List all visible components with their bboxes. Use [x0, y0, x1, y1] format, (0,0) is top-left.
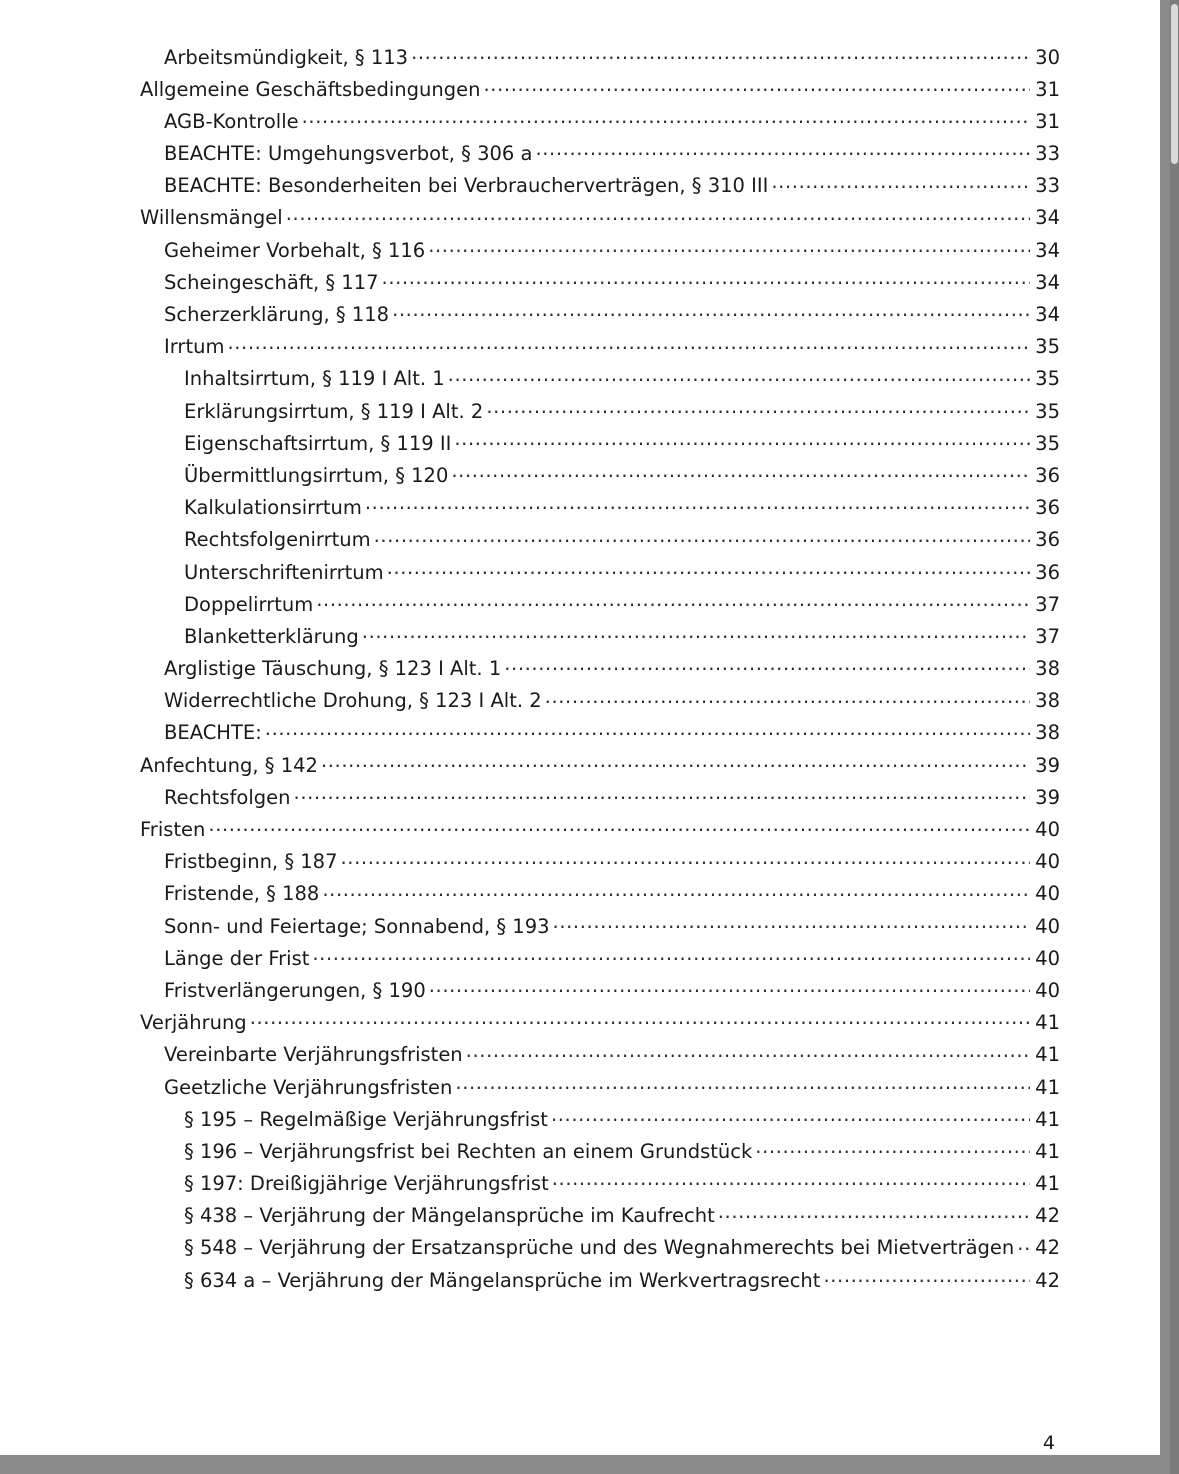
toc-entry-page-number: 36 — [1035, 528, 1060, 552]
toc-entry[interactable] — [140, 237, 1060, 269]
toc-leader-dots — [466, 1042, 1030, 1062]
toc-leader-dots — [392, 302, 1030, 322]
toc-entry[interactable] — [140, 784, 1060, 816]
toc-entry[interactable] — [140, 1138, 1060, 1170]
toc-entry[interactable] — [140, 1267, 1060, 1299]
toc-entry-label: Geheimer Vorbehalt, § 116 — [164, 238, 426, 262]
table-of-contents — [140, 44, 1060, 1299]
toc-entry[interactable] — [140, 913, 1060, 945]
page-number: 4 — [1042, 1432, 1055, 1454]
toc-entry-label: Blanketterklärung — [184, 624, 359, 648]
toc-leader-dots — [545, 688, 1030, 708]
toc-entry[interactable] — [140, 752, 1060, 784]
toc-entry-page-number: 35 — [1035, 367, 1060, 391]
toc-entry-page-number: 35 — [1035, 399, 1060, 423]
toc-entry[interactable] — [140, 302, 1060, 334]
toc-entry[interactable] — [140, 591, 1060, 623]
toc-entry-page-number: 38 — [1035, 657, 1060, 681]
toc-entry-label: Allgemeine Geschäftsbedingungen — [140, 77, 481, 101]
toc-leader-dots — [227, 334, 1030, 354]
toc-entry-page-number: 41 — [1035, 1107, 1060, 1131]
toc-entry-label: Erklärungsirrtum, § 119 I Alt. 2 — [184, 399, 484, 423]
toc-leader-dots — [454, 430, 1030, 450]
toc-entry-page-number: 35 — [1035, 431, 1060, 455]
toc-entry-label: § 438 – Verjährung der Mängelansprüche im Kaufrecht — [184, 1204, 715, 1228]
toc-leader-dots — [250, 1010, 1030, 1030]
toc-entry[interactable] — [140, 430, 1060, 462]
toc-leader-dots — [551, 1106, 1030, 1126]
toc-entry-label: Übermittlungsirrtum, § 120 — [184, 463, 449, 487]
toc-entry-page-number: 41 — [1035, 1172, 1060, 1196]
toc-entry-page-number: 31 — [1035, 109, 1060, 133]
toc-leader-dots — [755, 1138, 1030, 1158]
toc-entry[interactable] — [140, 559, 1060, 591]
toc-entry-page-number: 33 — [1035, 142, 1060, 166]
toc-entry-page-number: 38 — [1035, 721, 1060, 745]
toc-entry-label: § 548 – Verjährung der Ersatzansprüche und des Wegnahmerechts bei Mietverträgen — [184, 1236, 1015, 1260]
toc-leader-dots — [429, 977, 1030, 997]
toc-entry[interactable] — [140, 334, 1060, 366]
toc-entry-label: Fristverlängerungen, § 190 — [164, 978, 426, 1002]
toc-leader-dots — [374, 527, 1030, 547]
toc-entry[interactable] — [140, 817, 1060, 849]
toc-entry-page-number: 40 — [1035, 978, 1060, 1002]
toc-entry[interactable] — [140, 977, 1060, 1009]
toc-leader-dots — [316, 591, 1030, 611]
toc-leader-dots — [286, 205, 1030, 225]
toc-entry-label: Fristende, § 188 — [164, 882, 320, 906]
toc-entry-label: § 634 a – Verjährung der Mängelansprüche im Werkvertragsrecht — [184, 1268, 821, 1292]
toc-entry-page-number: 37 — [1035, 624, 1060, 648]
toc-leader-dots — [265, 720, 1030, 740]
toc-entry-label: Rechtsfolgenirrtum — [184, 528, 371, 552]
toc-leader-dots — [382, 269, 1030, 289]
toc-entry[interactable] — [140, 656, 1060, 688]
toc-entry[interactable] — [140, 1235, 1060, 1267]
toc-leader-dots — [718, 1203, 1030, 1223]
toc-entry-page-number: 41 — [1035, 1075, 1060, 1099]
toc-entry[interactable] — [140, 720, 1060, 752]
toc-entry-label: Länge der Frist — [164, 946, 310, 970]
toc-entry-label: Irrtum — [164, 335, 225, 359]
toc-entry-label: § 196 – Verjährungsfrist bei Rechten an einem Grundstück — [184, 1139, 753, 1163]
toc-entry[interactable] — [140, 1106, 1060, 1138]
toc-entry[interactable] — [140, 1042, 1060, 1074]
toc-entry-label: Rechtsfolgen — [164, 785, 291, 809]
toc-entry[interactable] — [140, 881, 1060, 913]
toc-entry-label: Fristen — [140, 818, 206, 841]
toc-entry[interactable] — [140, 398, 1060, 430]
toc-leader-dots — [428, 237, 1030, 257]
toc-entry-label: Arbeitsmündigkeit, § 113 — [164, 45, 409, 69]
toc-entry-label: Vereinbarte Verjährungsfristen — [164, 1043, 463, 1067]
toc-entry[interactable] — [140, 1074, 1060, 1106]
toc-entry-label: Fristbeginn, § 187 — [164, 850, 338, 874]
toc-entry-label: Kalkulationsirrtum — [184, 496, 362, 520]
toc-entry-page-number: 36 — [1035, 496, 1060, 520]
toc-entry-page-number: 38 — [1035, 689, 1060, 713]
toc-entry-label: Sonn- und Feiertage; Sonnabend, § 193 — [164, 914, 550, 938]
toc-entry-page-number: 31 — [1035, 77, 1060, 101]
toc-leader-dots — [552, 1171, 1030, 1191]
toc-leader-dots — [771, 173, 1030, 193]
toc-entry-page-number: 36 — [1035, 560, 1060, 584]
toc-leader-dots — [486, 398, 1030, 418]
toc-leader-dots — [208, 817, 1030, 837]
toc-entry-label: § 197: Dreißigjährige Verjährungsfrist — [184, 1172, 549, 1196]
toc-entry-label: Scherzerklärung, § 118 — [164, 303, 390, 326]
toc-leader-dots — [321, 752, 1030, 772]
toc-leader-dots — [312, 945, 1030, 965]
toc-entry[interactable] — [140, 269, 1060, 301]
scrollbar-thumb[interactable] — [1171, 4, 1178, 164]
toc-leader-dots — [365, 495, 1030, 515]
toc-entry-label: § 195 – Regelmäßige Verjährungsfrist — [184, 1107, 548, 1131]
toc-entry[interactable] — [140, 462, 1060, 494]
toc-leader-dots — [484, 76, 1031, 96]
toc-entry-label: Arglistige Täuschung, § 123 I Alt. 1 — [164, 657, 502, 681]
toc-leader-dots — [451, 462, 1030, 482]
toc-leader-dots — [455, 1074, 1030, 1094]
toc-entry-label: Widerrechtliche Drohung, § 123 I Alt. 2 — [164, 689, 542, 713]
toc-entry-page-number: 41 — [1035, 1011, 1060, 1035]
toc-entry-page-number: 37 — [1035, 592, 1060, 616]
toc-entry-page-number: 42 — [1035, 1204, 1060, 1228]
toc-entry-page-number: 34 — [1035, 238, 1060, 262]
toc-entry-page-number: 40 — [1035, 850, 1060, 874]
toc-entry-label: Verjährung — [140, 1011, 247, 1035]
toc-entry[interactable] — [140, 173, 1060, 205]
toc-entry-page-number: 41 — [1035, 1043, 1060, 1067]
toc-entry[interactable] — [140, 527, 1060, 559]
toc-entry[interactable] — [140, 205, 1060, 237]
toc-entry-page-number: 40 — [1035, 882, 1060, 906]
toc-entry-page-number: 39 — [1035, 785, 1060, 809]
toc-leader-dots — [448, 366, 1030, 386]
toc-entry[interactable] — [140, 1010, 1060, 1042]
toc-leader-dots — [302, 108, 1030, 128]
toc-entry-page-number: 35 — [1035, 335, 1060, 359]
toc-entry-page-number: 30 — [1035, 45, 1060, 69]
toc-leader-dots — [823, 1267, 1030, 1287]
toc-entry-label: AGB-Kontrolle — [164, 109, 299, 133]
toc-leader-dots — [294, 784, 1030, 804]
toc-entry-label: Eigenschaftsirrtum, § 119 II — [184, 431, 452, 455]
toc-entry[interactable] — [140, 366, 1060, 398]
toc-entry-page-number: 40 — [1035, 914, 1060, 938]
toc-entry-label: Geetzliche Verjährungsfristen — [164, 1075, 453, 1099]
toc-entry-label: Scheingeschäft, § 117 — [164, 270, 379, 294]
toc-entry-page-number: 34 — [1035, 303, 1060, 326]
toc-leader-dots — [504, 656, 1030, 676]
toc-entry[interactable] — [140, 44, 1060, 76]
toc-entry-label: Anfechtung, § 142 — [140, 753, 318, 777]
toc-leader-dots — [411, 44, 1030, 64]
toc-entry-label: Inhaltsirrtum, § 119 I Alt. 1 — [184, 367, 445, 391]
toc-entry-page-number: 33 — [1035, 174, 1060, 198]
toc-entry[interactable] — [140, 141, 1060, 173]
toc-leader-dots — [387, 559, 1030, 579]
toc-leader-dots — [535, 141, 1030, 161]
toc-entry-page-number: 42 — [1035, 1268, 1060, 1292]
toc-entry[interactable] — [140, 76, 1060, 108]
vertical-scrollbar[interactable] — [1170, 0, 1179, 1474]
toc-entry-page-number: 34 — [1035, 270, 1060, 294]
toc-entry-page-number: 34 — [1035, 206, 1060, 230]
toc-entry[interactable] — [140, 623, 1060, 655]
toc-entry-label: BEACHTE: — [164, 721, 262, 745]
toc-leader-dots — [1017, 1235, 1030, 1255]
toc-entry-page-number: 40 — [1035, 946, 1060, 970]
page-bottom-gap — [0, 1455, 1160, 1474]
toc-leader-dots — [322, 881, 1030, 901]
toc-entry-page-number: 36 — [1035, 463, 1060, 487]
toc-entry-label: Willensmängel — [140, 206, 283, 230]
page-content-area — [140, 44, 1064, 1299]
toc-entry[interactable] — [140, 945, 1060, 977]
toc-entry[interactable] — [140, 688, 1060, 720]
toc-entry[interactable] — [140, 1203, 1060, 1235]
toc-entry-page-number: 41 — [1035, 1139, 1060, 1163]
toc-entry-label: Doppelirrtum — [184, 592, 314, 616]
toc-entry[interactable] — [140, 108, 1060, 140]
toc-entry[interactable] — [140, 849, 1060, 881]
toc-entry-page-number: 40 — [1035, 818, 1060, 841]
toc-entry-page-number: 39 — [1035, 753, 1060, 777]
toc-leader-dots — [362, 623, 1030, 643]
toc-leader-dots — [341, 849, 1031, 869]
toc-entry-page-number: 42 — [1035, 1236, 1060, 1260]
toc-entry-label: BEACHTE: Umgehungsverbot, § 306 a — [164, 142, 533, 166]
toc-entry[interactable] — [140, 1171, 1060, 1203]
toc-entry-label: Unterschriftenirrtum — [184, 560, 384, 584]
toc-entry[interactable] — [140, 495, 1060, 527]
toc-entry-label: BEACHTE: Besonderheiten bei Verbraucherverträgen, § 310 III — [164, 174, 769, 198]
toc-leader-dots — [553, 913, 1030, 933]
